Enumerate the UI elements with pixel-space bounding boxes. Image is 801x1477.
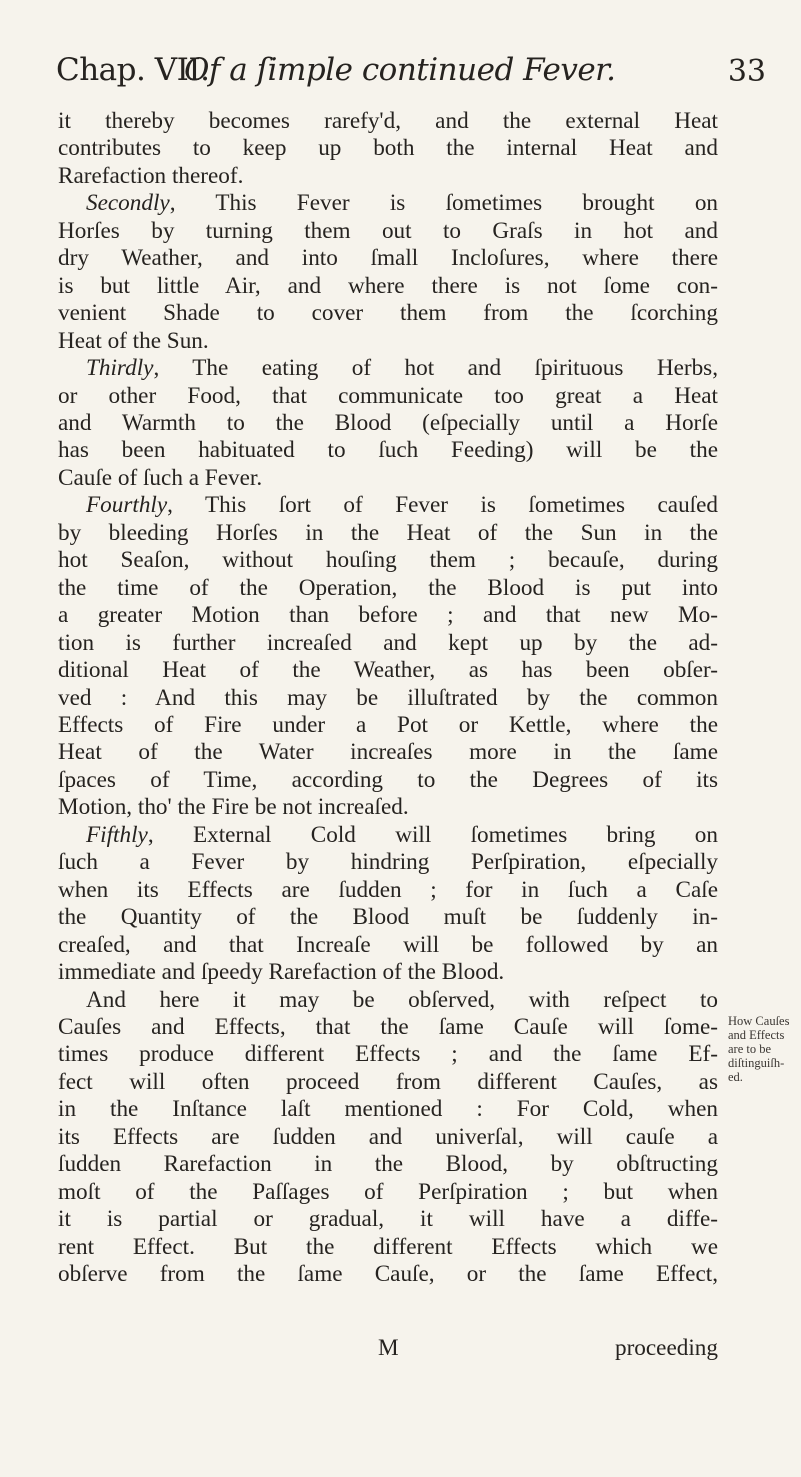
text-line: ſuch a Fever by hindring Perſpiration, eſpecially [58, 849, 718, 876]
page-footer [58, 1335, 718, 1365]
body-text [58, 108, 718, 1288]
text-line: obſerve from the ſame Cauſe, or the ſame Effect, [58, 1261, 718, 1288]
signature-mark: M [378, 1335, 399, 1361]
text-line: Rarefaction thereof. [58, 162, 244, 189]
text-line: times produce different Effects ; and the ſame Ef- [58, 1041, 718, 1068]
text-line: the Quantity of the Blood muſt be ſuddenly in- [58, 904, 718, 931]
text-line: Cauſe of ſuch a Fever. [58, 464, 263, 491]
text-line: the time of the Operation, the Blood is put into [58, 574, 718, 601]
text-line: Motion, tho' the Fire be not increaſed. [58, 794, 409, 821]
text-line: ved : And this may be illuſtrated by the common [58, 684, 718, 711]
text-line: it thereby becomes rarefy'd, and the external Heat [58, 108, 718, 134]
text-line: tion is further increaſed and kept up by the ad- [58, 629, 718, 656]
running-header [56, 52, 766, 102]
text-line: has been habituated to ſuch Feeding) will be the [58, 437, 718, 464]
chapter-title: Of a ſimple continued Fever. [184, 52, 616, 88]
text-line: Fourthly, This ſort of Fever is ſometimes cauſed [86, 492, 718, 519]
text-line: ditional Heat of the Weather, as has been obſer- [58, 657, 718, 684]
text-line: Horſes by turning them out to Graſs in hot and [58, 217, 718, 244]
chapter-number: Chap. VII. [56, 52, 210, 88]
text-line: dry Weather, and into ſmall Incloſures, where there [58, 245, 718, 272]
text-line: is but little Air, and where there is not ſome con- [58, 272, 718, 299]
margin-note [728, 1014, 800, 1084]
text-line: Thirdly, The eating of hot and ſpirituous Herbs, [86, 355, 718, 382]
text-line: and Warmth to the Blood (eſpecially until a Horſe [58, 409, 718, 436]
text-line: its Effects are ſudden and univerſal, will cauſe a [58, 1123, 718, 1150]
text-line: it is partial or gradual, it will have a diffe- [58, 1206, 718, 1233]
text-line: in the Inſtance laſt mentioned : For Cold, when [58, 1096, 718, 1123]
page-number: 33 [727, 54, 766, 89]
margin-note-line: and Effects [728, 1028, 785, 1042]
text-line: a greater Motion than before ; and that new Mo- [58, 602, 718, 629]
margin-note-line: How Cauſes [728, 1014, 790, 1028]
margin-note-line: are to be [728, 1042, 772, 1056]
text-line: ſudden Rarefaction in the Blood, by obſtructing [58, 1151, 718, 1178]
text-line: And here it may be obſerved, with reſpect to [86, 986, 718, 1013]
text-line: venient Shade to cover them from the ſcorching [58, 300, 718, 327]
catchword: proceeding [614, 1335, 718, 1361]
text-line: fect will often proceed from different Cauſes, as [58, 1068, 718, 1095]
text-line: by bleeding Horſes in the Heat of the Sun in the [58, 519, 718, 546]
text-line: Fifthly, External Cold will ſometimes bring on [86, 821, 718, 848]
text-line: moſt of the Paſſages of Perſpiration ; but when [58, 1178, 718, 1205]
text-line: creaſed, and that Increaſe will be followed by an [58, 931, 718, 958]
text-line: Effects of Fire under a Pot or Kettle, where the [58, 711, 718, 738]
text-line: ſpaces of Time, according to the Degrees of its [58, 766, 718, 793]
text-line: hot Seaſon, without houſing them ; becauſe, during [58, 547, 718, 574]
margin-note-line: diſtinguiſh- [728, 1056, 785, 1070]
text-line: Secondly, This Fever is ſometimes brought on [86, 190, 718, 217]
text-line: Heat of the Sun. [58, 327, 209, 354]
text-line: immediate and ſpeedy Rarefaction of the Blood. [58, 959, 505, 986]
text-line: rent Effect. But the different Effects which we [58, 1233, 718, 1260]
text-line: Heat of the Water increaſes more in the ſame [58, 739, 718, 766]
text-line: contributes to keep up both the internal Heat and [58, 135, 718, 162]
margin-note-line: ed. [728, 1070, 743, 1084]
text-line: when its Effects are ſudden ; for in ſuch a Caſe [58, 876, 718, 903]
text-line: Cauſes and Effects, that the ſame Cauſe will ſome- [58, 1013, 718, 1040]
text-line: or other Food, that communicate too great a Heat [58, 382, 718, 409]
